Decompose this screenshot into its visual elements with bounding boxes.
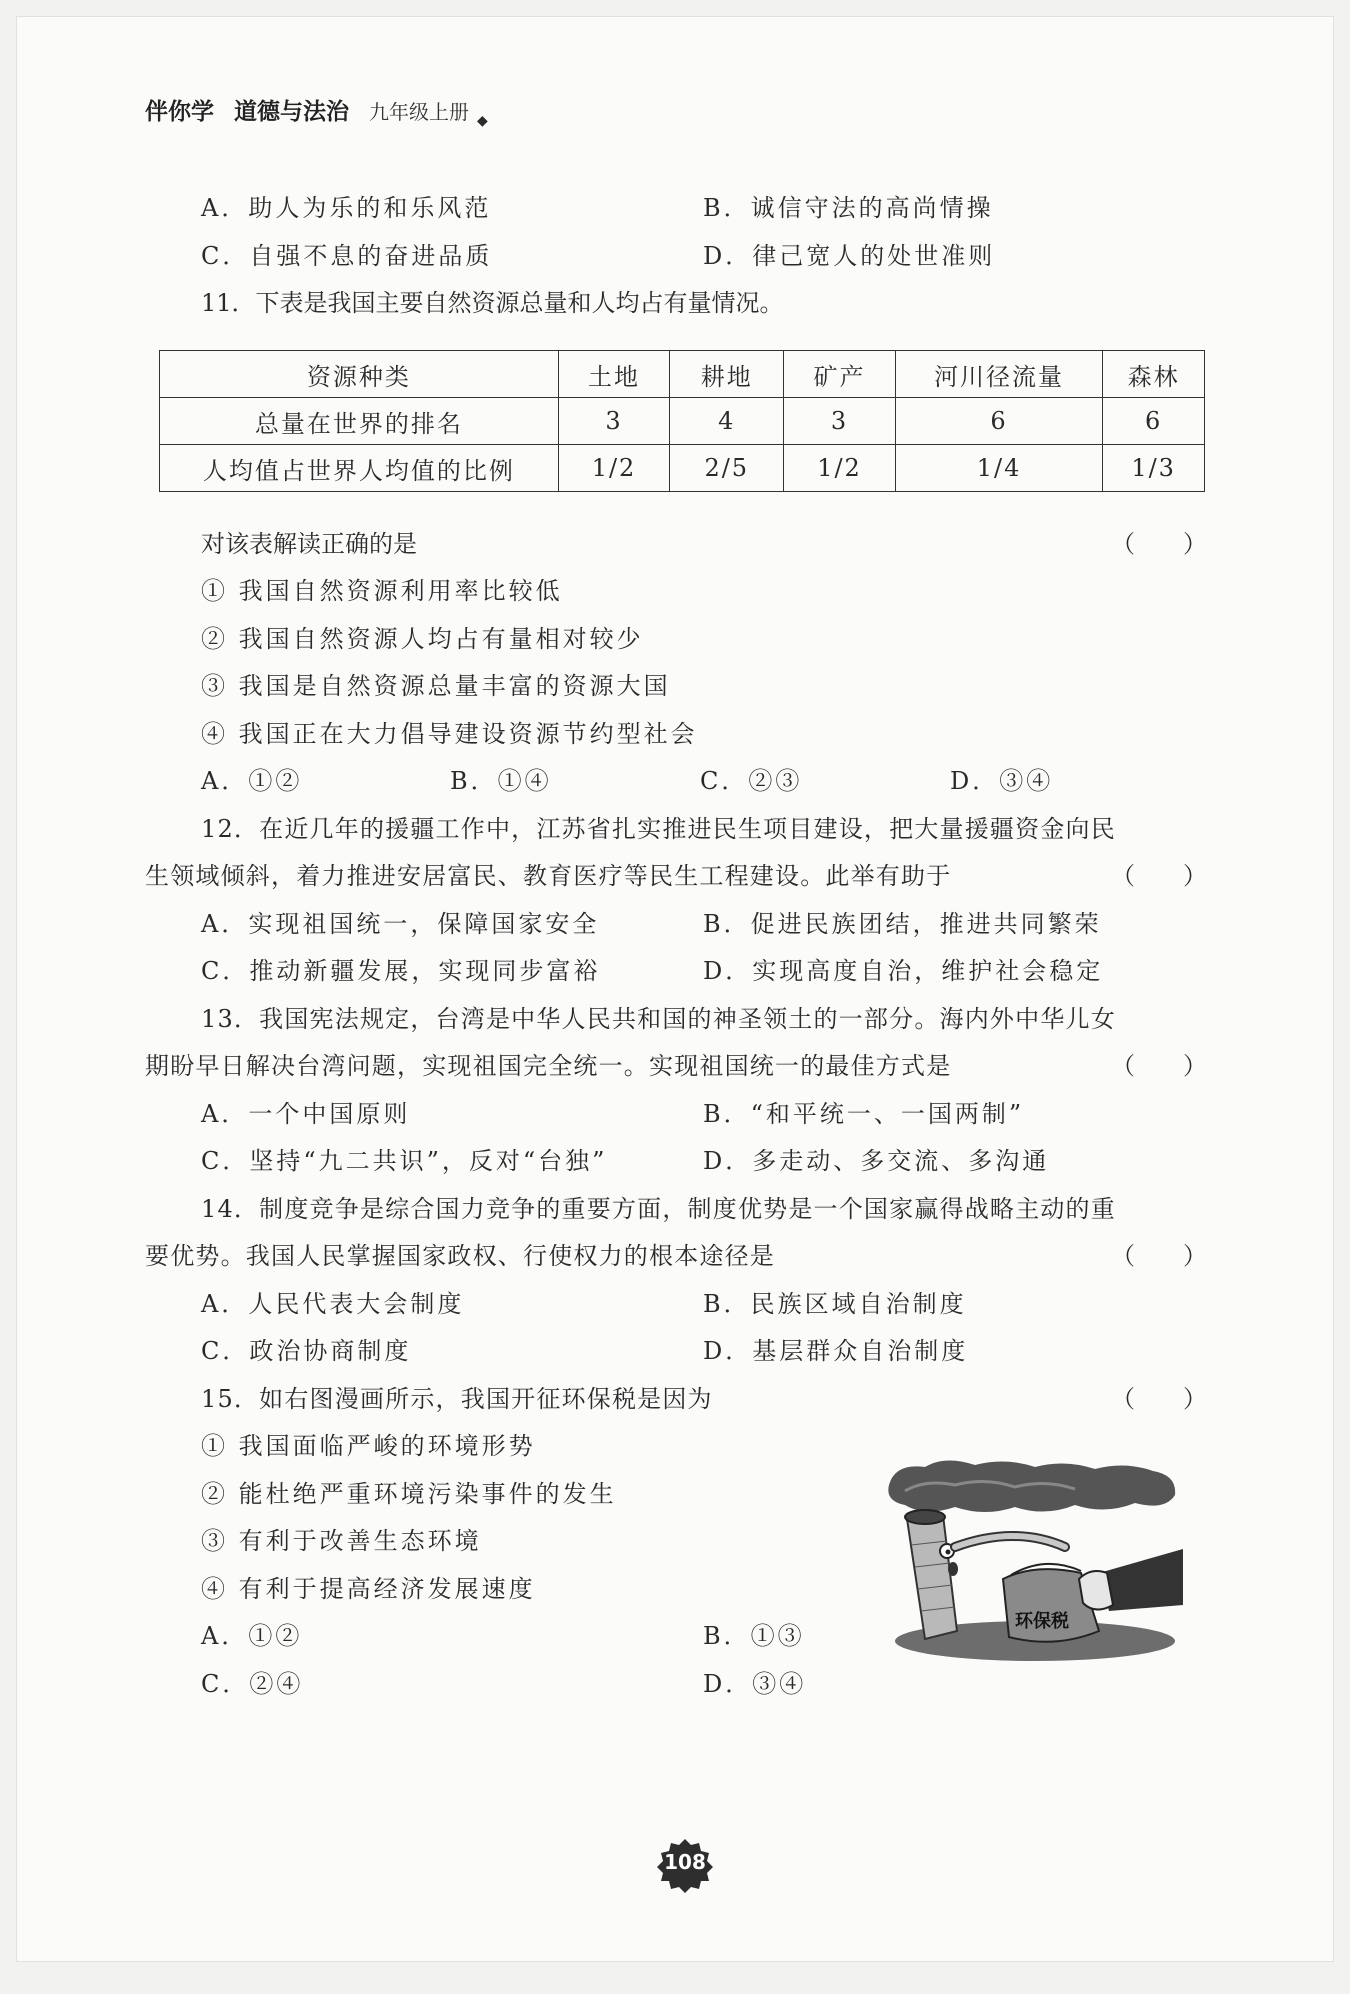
environmental-tax-comic [885,1455,1183,1665]
q12-option-a: A．实现祖国统一，保障国家安全 [201,909,600,938]
q14-option-b: B．民族区域自治制度 [703,1289,967,1318]
answer-paren: （ ） [1111,1384,1207,1413]
table-cell: 1/3 [1103,445,1205,492]
page-number: 108 [664,1850,706,1874]
header-subject: 道德与法治 [234,99,349,125]
q12-option-d: D．实现高度自治，维护社会稳定 [703,957,1104,985]
header-brand: 伴你学 [145,99,214,125]
q11-statement-2: ② 我国自然资源人均占有量相对较少 [201,624,644,653]
q15-stem-text: 15．如右图漫画所示，我国开征环保税是因为 [201,1384,713,1413]
smoke-cloud-icon [888,1460,1175,1512]
diamond-icon: ◆ [477,113,488,129]
page-header [145,93,488,129]
q15-statement-3: ③ 有利于改善生态环境 [201,1527,482,1555]
q12-stem-text: 生领域倾斜，着力推进安居富民、教育医疗等民生工程建设。此举有助于 [145,862,952,890]
q15-option-d: D．③④ [703,1669,807,1698]
q13-options-row-1 [145,1091,1207,1139]
q15-stem [145,1376,1207,1424]
q12-stem-line-1: 12．在近几年的援疆工作中，江苏省扎实推进民生项目建设，把大量援疆资金向民 [201,814,1116,843]
table-cell: 1/2 [558,445,670,492]
table-cell: 3 [558,398,670,445]
q12-options-row-1 [145,901,1207,949]
q14-stem-line-1: 14．制度竞争是综合国力竞争的重要方面，制度优势是一个国家赢得战略主动的重 [201,1194,1116,1223]
q10-option-c: C．自强不息的奋进品质 [201,241,493,270]
table-cell: 3 [784,398,896,445]
q12-options-row-2 [145,948,1207,996]
q10-options-row-1 [145,185,1207,233]
q10-option-d: D．律己宽人的处世准则 [703,241,996,270]
q10-option-a: A．助人为乐的和乐风范 [201,194,492,222]
comic-label: 环保税 [1015,1611,1069,1632]
q11-stem: 11．下表是我国主要自然资源总量和人均占有量情况。 [201,289,784,317]
table-header-cell: 森林 [1103,351,1205,398]
q11-option-d: D．③④ [950,767,1054,795]
table-header-cell: 耕地 [670,351,784,398]
q13-options-row-2 [145,1138,1207,1186]
hand-icon [1079,1571,1113,1610]
q11-options-row [145,758,1207,806]
table-header-cell: 土地 [558,351,670,398]
q13-option-c: C．坚持“九二共识”，反对“台独” [201,1147,608,1175]
q11-statement-1: ① 我国自然资源利用率比较低 [201,577,563,605]
q14-stem-line-2 [145,1233,1207,1281]
q15-option-c: C．②④ [201,1669,304,1698]
table-cell: 1/4 [895,445,1102,492]
table-header-cell: 河川径流量 [895,351,1102,398]
q10-option-b: B．诚信守法的高尚情操 [703,194,994,222]
textbook-page [16,16,1334,1962]
q15-statement-4: ④ 有利于提高经济发展速度 [201,1574,536,1603]
q15-options-row-2 [145,1661,1207,1709]
table-cell: 人均值占世界人均值的比例 [160,445,559,492]
q13-option-d: D．多走动、多交流、多沟通 [703,1147,1050,1175]
q13-stem-line-2 [145,1043,1207,1091]
table-cell: 4 [670,398,784,445]
q13-stem-line-1: 13．我国宪法规定，台湾是中华人民共和国的神圣领土的一部分。海内外中华儿女 [201,1004,1116,1033]
table-header-cell: 矿产 [784,351,896,398]
q11-option-c: C．②③ [700,767,803,795]
q14-stem-text: 要优势。我国人民掌握国家政权、行使权力的根本途径是 [145,1242,775,1270]
q15-statement-2: ② 能杜绝严重环境污染事件的发生 [201,1479,617,1508]
chimney-character-icon [907,1515,957,1639]
q10-options-row-2 [145,233,1207,281]
q15-option-a: A．①② [201,1622,303,1650]
q11-prompt-text: 对该表解读正确的是 [201,529,417,558]
q11-option-b: B．①④ [450,767,552,795]
answer-paren: （ ） [1111,1052,1207,1080]
q14-options-row-1 [145,1281,1207,1329]
table-cell: 1/2 [784,445,896,492]
q14-option-a: A．人民代表大会制度 [201,1289,465,1318]
q11-option-a: A．①② [201,767,303,795]
table-spacer [145,328,1207,521]
q13-stem-text: 期盼早日解决台湾问题，实现祖国完全统一。实现祖国统一的最佳方式是 [145,1052,952,1080]
table-header-cell: 资源种类 [160,351,559,398]
q11-statement-3: ③ 我国是自然资源总量丰富的资源大国 [201,672,671,700]
q14-option-d: D．基层群众自治制度 [703,1337,969,1365]
q11-statement-4: ④ 我国正在大力倡导建设资源节约型社会 [201,719,698,748]
q15-statement-1: ① 我国面临严峻的环境形势 [201,1432,536,1460]
q13-option-a: A．一个中国原则 [201,1099,411,1128]
answer-paren: （ ） [1111,1242,1207,1270]
q12-option-b: B．促进民族团结，推进共同繁荣 [703,909,1102,938]
q11-prompt [145,521,1207,569]
q13-option-b: B．“和平统一、一国两制” [703,1099,1025,1128]
q14-options-row-2 [145,1328,1207,1376]
answer-paren: （ ） [1111,862,1207,890]
q12-option-c: C．推动新疆发展，实现同步富裕 [201,957,601,985]
q14-option-c: C．政治协商制度 [201,1337,412,1365]
q15-option-b: B．①③ [703,1622,805,1650]
q12-stem-line-2 [145,853,1207,901]
answer-paren: （ ） [1111,529,1207,558]
header-grade: 九年级上册 [369,100,469,124]
table-cell: 6 [895,398,1102,445]
table-cell: 6 [1103,398,1205,445]
table-cell: 总量在世界的排名 [160,398,559,445]
table-cell: 2/5 [670,445,784,492]
